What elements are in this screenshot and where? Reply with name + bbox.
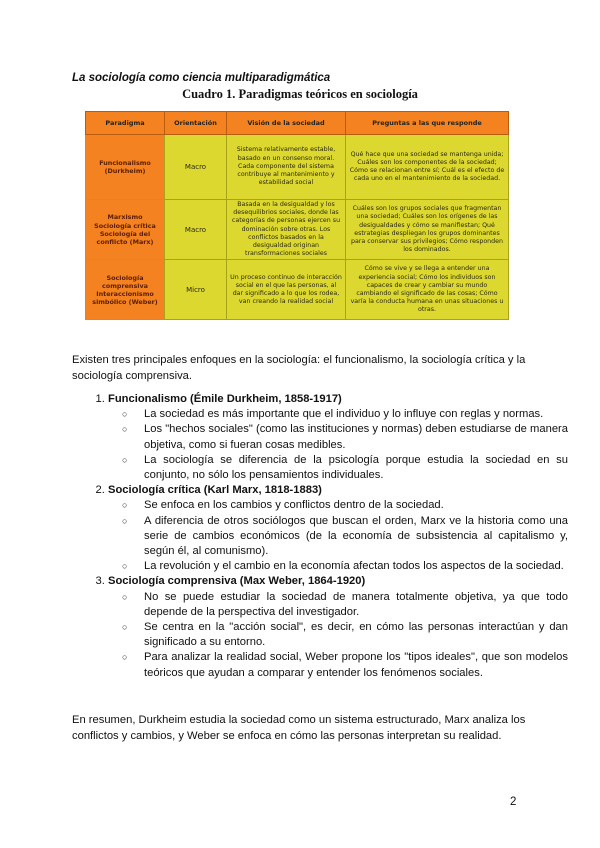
- paradigm-cell: Marxismo Sociología crítica Sociología del conflicto (Marx): [86, 200, 165, 260]
- list-item: [108, 392, 568, 483]
- questions-cell: Qué hace que una sociedad se mantenga unida; Cuáles son los componentes de la sociedad; Cómo se relacionan entre sí; Cuál es el efecto de cada uno en el mantenimiento de la sociedad.: [346, 135, 509, 200]
- orientation-cell: Macro: [165, 200, 227, 260]
- table-row: [86, 135, 509, 200]
- section-heading: La sociología como ciencia multiparadigmática: [72, 72, 331, 84]
- sub-list: [108, 590, 568, 681]
- questions-cell: Cuáles son los grupos sociales que fragmentan una sociedad; Cuáles son los orígenes de las desigualdades y cómo se manifiestan; Qué estrategias despliegan los grupos dominantes para conservar sus privilegios; Cómo responden los dominados.: [346, 200, 509, 260]
- section-title: Sociología comprensiva (Max Weber, 1864-1920): [108, 575, 366, 588]
- list-item: [108, 483, 568, 574]
- approaches-list: [72, 392, 568, 681]
- orientation-cell: Macro: [165, 135, 227, 200]
- paradigms-table: [85, 111, 509, 320]
- section-title: Sociología crítica (Karl Marx, 1818-1883): [108, 484, 322, 497]
- header-orientacion: Orientación: [165, 112, 227, 135]
- header-paradigma: Paradigma: [86, 112, 165, 135]
- sub-list-item: ○ Se centra en la "acción social", es decir, en cómo las personas interactúan y dan significado a su entorno.: [144, 620, 568, 650]
- table-row: [86, 260, 509, 320]
- table-caption: Cuadro 1. Paradigmas teóricos en sociología: [182, 87, 418, 101]
- questions-cell: Cómo se vive y se llega a entender una experiencia social; Cómo los individuos son capaces de crear y cambiar su mundo cambiando el significado de las cosas; Cómo varía la conducta humana en unas situaciones u otras.: [346, 260, 509, 320]
- vision-cell: Basada en la desigualdad y los desequilibrios sociales, donde las categorías de personas ejercen su dominación sobre otras. Los conflictos basados en la desigualdad originan transformaciones sociales: [227, 200, 346, 260]
- paradigm-cell: Funcionalismo (Durkheim): [86, 135, 165, 200]
- sub-list-item: ○ La sociedad es más importante que el individuo y lo influye con reglas y normas.: [144, 407, 568, 422]
- sub-list-item: ○ Los "hechos sociales" (como las instituciones y normas) deben estudiarse de manera objetiva, como si fueran cosas medibles.: [144, 422, 568, 452]
- intro-paragraph: Existen tres principales enfoques en la sociología: el funcionalismo, la sociología crítica y la sociología comprensiva.: [72, 354, 526, 382]
- vision-cell: Sistema relativamente estable, basado en un consenso moral. Cada componente del sistema contribuye al mantenimiento y estabilidad social: [227, 135, 346, 200]
- sub-list-item: ○ Se enfoca en los cambios y conflictos dentro de la sociedad.: [144, 498, 568, 513]
- sub-list-item: ○ Para analizar la realidad social, Weber propone los "tipos ideales", que son modelos teóricos que ayudan a comparar y entender los fenómenos sociales.: [144, 650, 568, 680]
- sub-list-item: ○ La sociología se diferencia de la psicología porque estudia la sociedad en su conjunto, no sólo los pensamientos individuales.: [144, 453, 568, 483]
- orientation-cell: Micro: [165, 260, 227, 320]
- vision-cell: Un proceso continuo de interacción social en el que las personas, al dar significado a lo que los rodea, van creando la realidad social: [227, 260, 346, 320]
- sub-list-item: ○ A diferencia de otros sociólogos que buscan el orden, Marx ve la historia como una serie de cambios económicos (de la economía de subsistencia al capitalismo y, según él, al comunismo).: [144, 514, 568, 560]
- table-header-row: [86, 112, 509, 135]
- sub-list-item: ○ No se puede estudiar la sociedad de manera totalmente objetiva, ya que todo depende de la perspectiva del investigador.: [144, 590, 568, 620]
- page-number: 2: [510, 796, 517, 808]
- paradigm-cell: Sociología comprensiva Interaccionismo simbólico (Weber): [86, 260, 165, 320]
- sub-list: [108, 407, 568, 483]
- header-vision: Visión de la sociedad: [227, 112, 346, 135]
- list-item: [108, 574, 568, 680]
- section-title: Funcionalismo (Émile Durkheim, 1858-1917): [108, 393, 342, 405]
- summary-paragraph: En resumen, Durkheim estudia la sociedad como un sistema estructurado, Marx analiza los conflictos y cambios, y Weber se enfoca en cómo las personas interpretan su realidad.: [72, 714, 526, 742]
- table-row: [86, 200, 509, 260]
- sub-list: [108, 498, 568, 574]
- sub-list-item: ○ La revolución y el cambio en la economía afectan todos los aspectos de la sociedad.: [144, 559, 568, 574]
- header-preguntas: Preguntas a las que responde: [346, 112, 509, 135]
